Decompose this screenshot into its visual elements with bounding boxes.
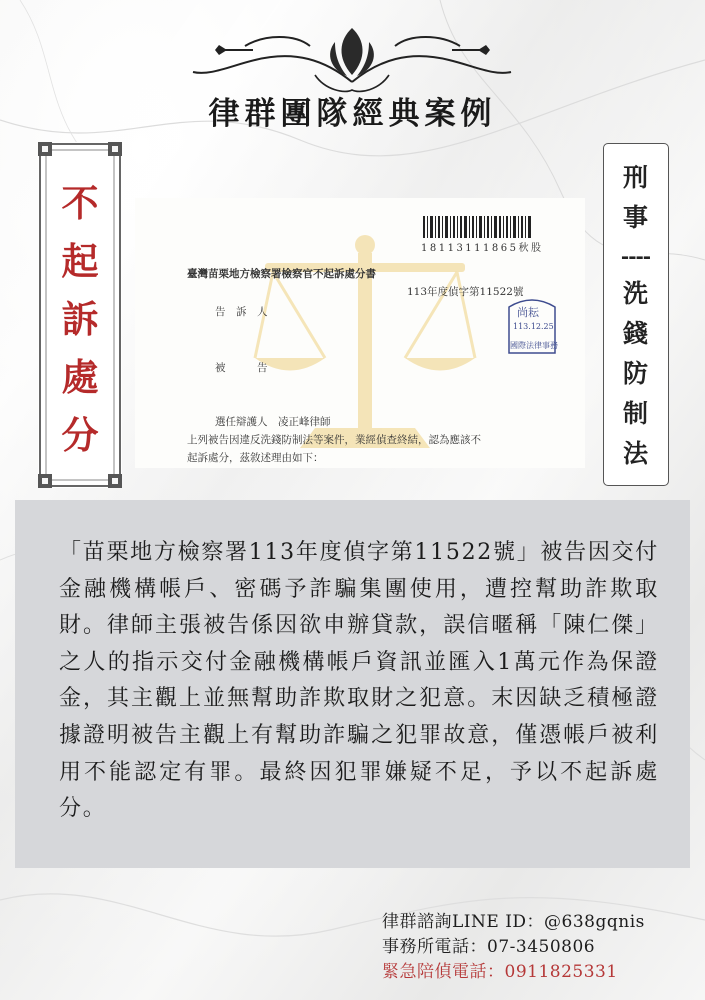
category-char: 制 xyxy=(622,399,648,428)
contact-info xyxy=(382,910,702,985)
indictment-document-image xyxy=(135,198,585,468)
page-title: 律群團隊經典案例 xyxy=(208,96,497,132)
document-case-number: 113年度偵字第11522號 xyxy=(407,286,524,298)
case-description-box xyxy=(15,500,690,868)
label-defendant: 被 告 xyxy=(215,362,268,374)
stamp-bottom-text: 國際法律事務 xyxy=(510,341,558,350)
case-result-char: 不 xyxy=(61,181,99,225)
category-char: 錢 xyxy=(622,319,648,348)
barcode-number: 18113111865秋股 xyxy=(421,243,544,254)
defender-line: 選任辯護人 凌正峰律師 xyxy=(215,416,331,428)
case-result-char: 處 xyxy=(61,355,99,399)
category-char: 防 xyxy=(622,359,648,388)
emergency-phone[interactable]: 緊急陪偵電話：0911825331 xyxy=(382,962,618,982)
case-result-char: 訴 xyxy=(61,297,99,341)
category-divider: ---- xyxy=(620,244,651,268)
barcode-icon xyxy=(423,216,533,238)
category-char: 刑 xyxy=(622,163,648,192)
category-char: 洗 xyxy=(622,279,648,308)
stamp-top-text: 尚耘 xyxy=(517,306,539,319)
case-category-vertical-text xyxy=(604,158,667,474)
line-id[interactable]: 律群諮詢LINE ID：@638gqnis xyxy=(382,912,645,932)
document-body-line: 起訴處分，茲敘述理由如下： xyxy=(187,452,324,464)
document-body-line: 上列被告因違反洗錢防制法等案件，業經偵查終結，認為應該不 xyxy=(187,434,481,446)
case-description: 「苗栗地方檢察署113年度偵字第11522號」被告因交付金融機構帳戶、密碼予詐騙集團使用，遭控幫助詐欺取財。律師主張被告係因欲申辦貸款，誤信暱稱「陳仁傑」之人的指示交付金融機構帳戶資訊並匯入1萬元作為保證金，其主觀上並無幫助詐欺取財之犯意。末因缺乏積極證據證明被告主觀上有幫助詐騙之犯罪故意，僅憑帳戶被利用不能認定有罪。最終因犯罪嫌疑不足，予以不起訴處分。 xyxy=(59,540,659,822)
case-result-panel xyxy=(38,142,122,488)
stamp-date: 113.12.25 xyxy=(513,322,554,331)
case-result-vertical-text xyxy=(38,174,122,464)
category-char: 法 xyxy=(622,439,648,468)
case-result-char: 分 xyxy=(61,413,99,457)
office-phone[interactable]: 事務所電話：07-3450806 xyxy=(382,937,596,957)
category-char: 事 xyxy=(622,203,648,232)
case-result-char: 起 xyxy=(61,239,99,283)
label-complainant: 告 訴 人 xyxy=(215,306,268,318)
case-category-panel xyxy=(603,143,669,486)
document-header: 臺灣苗栗地方檢察署檢察官不起訴處分書 xyxy=(187,268,376,280)
